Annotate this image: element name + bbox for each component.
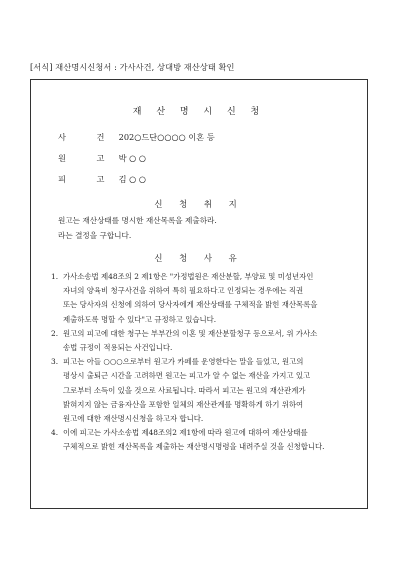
reason-line: 구체적으로 밝힌 재산목록을 제출하는 재산명시명령을 내려주실 것을 신청합니다. bbox=[63, 442, 325, 452]
reasons-title: 신 청 사 유 bbox=[154, 253, 244, 263]
reason-number: 4. bbox=[51, 428, 59, 438]
reason-line: 송법 규정이 적용되는 사건입니다. bbox=[63, 343, 173, 353]
reason-number: 2. bbox=[51, 328, 59, 338]
reason-line: 자녀의 양육비 청구사건을 위하여 특히 필요하다고 인정되는 경우에는 직권 bbox=[63, 286, 304, 296]
purpose-line: 라는 결정을 구합니다. bbox=[58, 231, 132, 240]
reason-line: 제출하도록 명할 수 있다"고 규정하고 있습니다. bbox=[63, 314, 217, 324]
reason-line: 이에 피고는 가사소송법 제48조의2 제1항에 따라 원고에 대하여 재산상태를 bbox=[63, 428, 308, 438]
reason-item bbox=[51, 355, 351, 426]
reason-line: 가사소송법 제48조의 2 제1항은 "가정법원은 재산분할, 부양료 및 미성년자인 bbox=[63, 272, 314, 281]
reason-line: 피고는 아들 ○○○으로부터 원고가 카페를 운영한다는 말을 들었고, 원고의 bbox=[63, 357, 304, 367]
reason-line: 그로부터 소득이 있을 것으로 사료됩니다. 따라서 피고는 원고의 재산관계가 bbox=[63, 385, 306, 395]
reasons-list bbox=[51, 270, 351, 455]
party-defendant-label: 피 고 bbox=[58, 174, 119, 184]
reason-number: 3. bbox=[51, 357, 59, 367]
party-plaintiff bbox=[58, 153, 146, 164]
reason-item bbox=[51, 327, 351, 355]
reason-line: 원고에 대한 재산명시신청을 하고자 합니다. bbox=[63, 414, 204, 424]
reason-item bbox=[51, 270, 351, 327]
party-plaintiff-label: 원 고 bbox=[58, 153, 119, 163]
party-case bbox=[58, 132, 215, 143]
reason-line: 평상시 출퇴근 시간을 고려하면 원고는 피고가 알 수 없는 재산을 가지고 있고 bbox=[63, 371, 311, 381]
reason-line: 또는 당사자의 신청에 의하여 당사자에게 재산상태를 구체적을 밝힌 재산목록을 bbox=[63, 300, 318, 310]
party-case-value: 202○드단○○○○ 이혼 등 bbox=[118, 132, 215, 142]
reason-number: 1. bbox=[51, 272, 59, 281]
purpose-title: 신 청 취 지 bbox=[154, 199, 244, 209]
purpose-line: 원고는 재산상태를 명시한 재산목록을 제출하라. bbox=[58, 216, 217, 225]
form-label: [서식] 재산명시신청서 : 가사사건, 상대방 재산상태 확인 bbox=[30, 62, 235, 72]
reason-line: 원고의 피고에 대한 청구는 부부간의 이혼 및 재산분할청구 등으로서, 위 가사소 bbox=[63, 328, 318, 338]
party-plaintiff-value: 박 ○ ○ bbox=[118, 153, 147, 163]
party-case-label: 사 건 bbox=[58, 132, 119, 142]
document-box bbox=[30, 79, 368, 509]
reason-item bbox=[51, 426, 351, 454]
document-title: 재 산 명 시 신 청 bbox=[132, 107, 266, 117]
party-defendant bbox=[58, 174, 146, 185]
reason-line: 밝혀지지 않는 금융자산을 포함한 일체의 재산관계를 명확하게 하기 위하여 bbox=[63, 399, 304, 409]
party-defendant-value: 김 ○ ○ bbox=[118, 174, 147, 184]
